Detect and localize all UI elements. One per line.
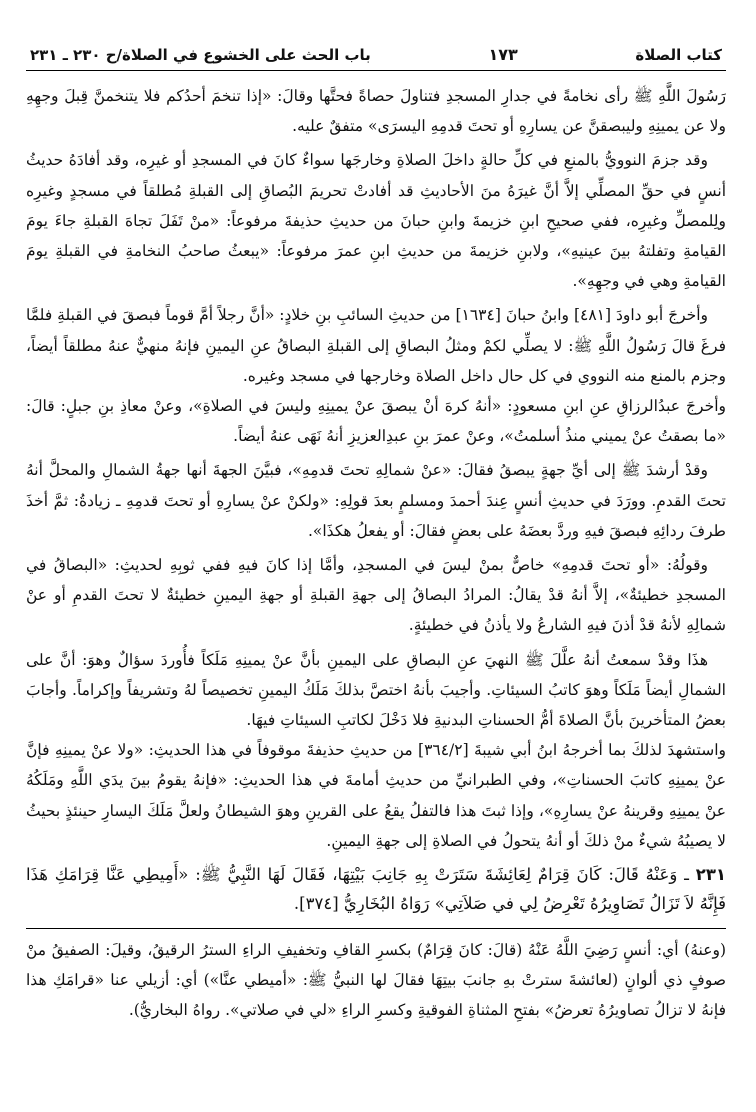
- hadith-text: ـ وَعَنْهُ قَالَ: كَانَ قِرَامٌ لِعَائِشَةَ سَتَرَتْ بِهِ جَانِبَ بَيْتِهَا، فَقَالَ لَهَا النَّبِيُّ ﷺ: «أَمِيطِي عَنَّا قِرَامَكِ هَذَا فَإِنَّهُ لاَ تَزَالُ تَصَاوِيرُهُ تَعْرِضُ لِي في صَلاَتِي» رَوَاهُ البُخَارِيُّ [٣٧٤].: [26, 865, 726, 914]
- book-title: كتاب الصلاة: [635, 46, 722, 64]
- hadith-number: ٢٣١: [695, 865, 726, 885]
- paragraph: واستشهدَ لذلكَ بما أخرجهُ ابنُ أبي شيبةَ [٣٦٤/٢] من حديثِ حذيفةَ موقوفاً في هذا الحديثِ: «ولا عنْ يمينِهِ فإنَّ عنْ يمينِهِ كاتبَ الحسناتِ»، وفي الطبرانيِّ من حديثِ أمامةَ في هذا الحديثِ: «فإنهُ يقومُ بينَ يدَي اللَّهِ ومَلَكُهُ عنْ يمينِهِ وقرينهُ عنْ يسارِهِ»، وإذا ثبتَ هذا فالتفلُ يقعُ على القرينِ وهوَ الشيطانُ ولعلَّ مَلَكَ اليسارِ حينئذٍ بحيثُ لا يصيبُهُ شيءٌ منْ ذلكَ أو أنهُ يتحولُ في الصلاةِ إلى جهةِ اليمينِ.: [26, 741, 726, 850]
- page-header: [26, 44, 726, 71]
- divider: [26, 928, 726, 929]
- hadith-block: [26, 860, 726, 918]
- paragraph: وأخرجَ عبدُالرزاقِ عنِ ابنِ مسعودٍ: «أنهُ كرهَ أنْ يبصقَ عنْ يمينِهِ وليسَ في الصلاةِ»، وعنْ معاذِ بنِ جبلٍ: قالَ: «ما بصقتُ عنْ يميني منذُ أسلمتُ»، وعنْ عمرَ بنِ عبدِالعزيزِ أنهُ نَهَى عنهُ أيضاً.: [26, 397, 726, 446]
- paragraph: وقولُهُ: «أو تحتَ قدمِهِ» خاصٌّ بمنْ ليسَ في المسجدِ، وأمَّا إذا كانَ فيهِ ففي ثوبِهِ لحديثِ: «البصاقُ في المسجدِ خطيئةٌ»، إلاَّ أنهُ قدْ يقالُ: المرادُ البصاقُ إلى جهةِ القبلةِ أو جهةِ اليمينِ خطيئةٌ لا تحتَ القدمِ أو عنْ شمالِهِ لأنهُ قدْ أذنَ فيهِ الشارعُ ولا يأذنُ في خطيئةٍ.: [26, 556, 726, 635]
- commentary-paragraph: (وعنهُ) أي: أنسٍ رَضِيَ اللَّهُ عَنْهُ (قالَ: كانَ قِرَامٌ) بكسرِ القافِ وتخفيفِ الراءِ السترُ الرقيقُ، وقيلَ: الصفيقُ منْ صوفٍ ذي ألوانٍ (لعائشةَ سترتْ بهِ جانبَ بيتِهَا فقالَ لها النبيُّ ﷺ: «أميطي عنَّا») أي: أزيلي عنا «قرامَكِ هذا فإنهُ لا تزالُ تصاويرُهُ تعرضُ» بفتحِ المثناةِ الفوقيةِ وكسرِ الراءِ «لي في صلاتي». رواهُ البخاريُّ).: [26, 941, 726, 1020]
- paragraph: وقدْ أرشدَ ﷺ إلى أيِّ جهةٍ يبصقُ فقالَ: «عنْ شمالِهِ تحتَ قدمِهِ»، فبيَّنَ الجهةَ أنها جهةُ الشمالِ والمحلَّ أنهُ تحتَ القدمِ. وورَدَ في حديثِ أنسٍ عِندَ أحمدَ ومسلمٍ بعدَ قولِهِ: «ولكنْ عنْ يسارِهِ أو تحتَ قدمِهِ ـ زيادةُ: ثمَّ أخذَ طرفَ ردائِهِ فبصقَ فيهِ وردَّ بعضَهُ على بعضٍ فقالَ: أو يفعلُ هكذَا».: [26, 461, 726, 540]
- paragraph: رَسُولَ اللَّهِ ﷺ رأى نخامةً في جدارِ المسجدِ فتناولَ حصاةً فحتَّها وقالَ: «إذا تنخمَ أحدُكم فلا يتنخمنَّ قِبلَ وجهِهِ ولا عن يمينِهِ وليبصقنَّ عن يسارِهِ أو تحتَ قدمِهِ اليسرَى» متفقٌ عليه.: [26, 87, 726, 136]
- paragraph: وأخرجَ أبو داودَ [٤٨١] وابنُ حبانَ [١٦٣٤] من حديثِ السائبِ بنِ خلادٍ: «أنَّ رجلاً أمَّ قوماً فبصقَ في القبلةِ فلمَّا فرغَ قالَ رَسُولُ اللَّهِ ﷺ: لا يصلِّي لكمْ ومثلُ البصاقِ إلى القبلةِ البصاقُ عنِ اليمينِ فإنهُ منهيٌّ عنهُ مطلقاً أيضاً، وجزم بالمنع منه النووي في كل حال داخل الصلاة وخارجها في مسجد وغيره.: [26, 306, 726, 385]
- page-number: ١٧٣: [488, 45, 518, 64]
- paragraph: وقد جزمَ النوويُّ بالمنعِ في كلِّ حالةٍ داخلَ الصلاةِ وخارجَها سواءٌ كانَ في المسجدِ أو غيرِه، وقد أفادَهُ حديثُ أنسٍ في حقِّ المصلِّي إلاَّ أنَّ غيرَهُ منَ الأحاديثِ قد أفادتْ تحريمَ البُصاقِ إلى القبلةِ مُطلقاً في مسجدٍ وغيرِه ولِلمصلِّ وغيرِه، ففي صحيحِ ابنِ خزيمةَ وابنِ حبانَ من حديثِ حذيفةَ مرفوعاً: «منْ تَفَلَ تجاهَ القبلةِ جاءَ يومَ القيامةِ وتفلتهُ بينَ عينيهِ»، ولابنِ خزيمةَ من حديثِ ابنِ عمرَ مرفوعاً: «يبعثُ صاحبُ النخامةِ في القبلةِ يومَ القيامةِ وهي في وجهِهِ».: [26, 151, 726, 291]
- paragraph: هذَا وقدْ سمعتُ أنهُ علَّلَ ﷺ النهيَ عنِ البصاقِ على اليمينِ بأنَّ عنْ يمينِهِ مَلَكاً فأُوردَ سؤالٌ وهوَ: أنَّ على الشمالِ أيضاً مَلَكاً وهوَ كاتبُ السيئاتِ. وأجيبَ بأنهُ اختصَّ بذلكَ مَلَكُ اليمينِ تخصيصاً لهُ وتشريفاً وإكراماً. وأجابَ بعضُ المتأخرينَ بأنَّ الصلاةَ أمُّ الحسناتِ البدنيةِ فلا دَخْلَ لكاتبِ السيئاتِ فيهَا.: [26, 650, 726, 730]
- chapter-title: باب الحث على الخشوع في الصلاة/ح ٢٣٠ ـ ٢٣١: [30, 46, 371, 64]
